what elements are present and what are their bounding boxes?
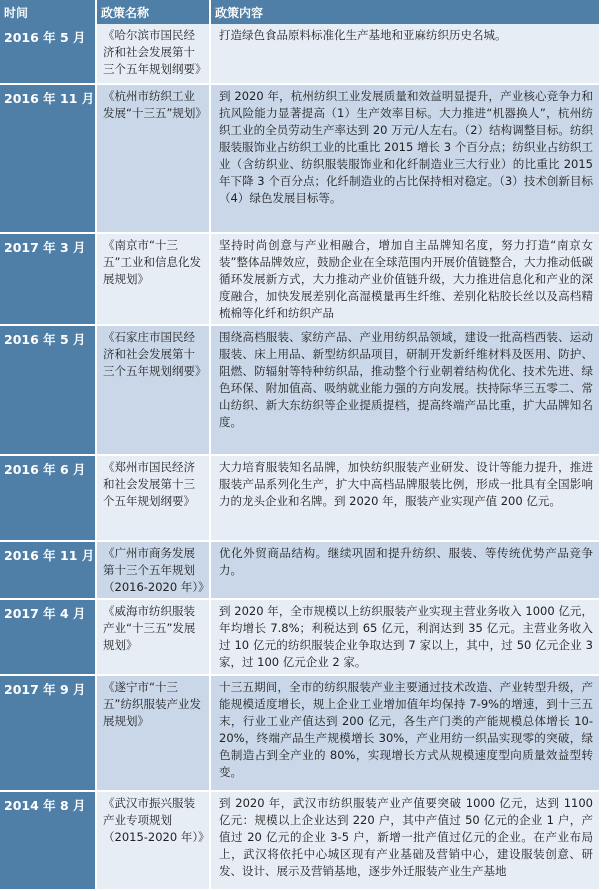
table-row	[0, 791, 600, 890]
table-row	[0, 455, 600, 541]
row-date: 2016 年 11 月	[0, 541, 96, 599]
table-row	[0, 84, 600, 233]
row-date: 2016 年 11 月	[0, 84, 96, 233]
row-date: 2017 年 3 月	[0, 233, 96, 325]
row-date: 2016 年 5 月	[0, 24, 96, 84]
table-row	[0, 233, 600, 325]
row-policy-name: 《遂宁市“十三五”纺织服装产业发展规划》	[96, 675, 210, 791]
row-policy-content: 十三五期间，全市的纺织服装产业主要通过技术改造、产业转型升级，产能规模适度增长，规上企业工业增加值年均保持 7-9%的增速，到十三五末，行业工业产值达到 200 亿元，各生产门类的产能规模总体增长 10-20%，终端产品生产规模增长 30%，产业用纺一织品实现零的突破，绿色制造占到全产业的 80%，实现增长方式从规模速度型向质量效益型转变。	[210, 675, 600, 791]
row-policy-name: 《威海市纺织服装产业“十三五”发展规划》	[96, 599, 210, 675]
row-date: 2016 年 6 月	[0, 455, 96, 541]
row-date: 2017 年 4 月	[0, 599, 96, 675]
table-row	[0, 24, 600, 84]
row-policy-name: 《郑州市国民经济和社会发展第十三个五年规划纲要》	[96, 455, 210, 541]
header-policy-content: 政策内容	[210, 0, 600, 24]
row-policy-content: 大力培育服装知名品牌，加快纺织服装产业研发、设计等能力提升，推进服装产品系列化生产，扩大中高档品牌服装比例，形成一批具有全国影响力的龙头企业和名牌。到 2020 年，服装产业实现产值 200 亿元。	[210, 455, 600, 541]
row-policy-name: 《广州市商务发展第十三个五年规划（2016-2020 年）》	[96, 541, 210, 599]
row-policy-content: 到 2020 年，全市规模以上纺织服装产业实现主营业务收入 1000 亿元，年均增长 7.8%；利税达到 65 亿元，利润达到 35 亿元。主营业务收入过 10 亿元的纺织服装企业争取达到 7 家以上，其中，过 50 亿元企业 3 家，过 100 亿元企业 2 家。	[210, 599, 600, 675]
row-policy-content: 围绕高档服装、家纺产品、产业用纺织品领域，建设一批高档西装、运动服装、床上用品、新型纺织品项目，研制开发新纤维材料及医用、防护、阻燃、防辐射等特种纺织品，推动整个行业朝着结构优化、技术先进、绿色环保、附加值高、吸纳就业能力强的方向发展。扶持际华三五零二、常山纺织、新大东纺织等企业提质提档，提高终端产品比重，扩大品牌知名度。	[210, 325, 600, 455]
row-policy-content: 坚持时尚创意与产业相融合，增加自主品牌知名度，努力打造“南京女装”整体品牌效应，鼓励企业在全球范围内开展价值链整合，大力推动低碳循环发展新方式，大力推动产业价值链升级，大力推进信息化和产业的深度融合，加快发展差别化高湿模量再生纤维、差别化粘胶长丝以及高档精梳棉等化纤和纺织产品	[210, 233, 600, 325]
row-policy-name: 《石家庄市国民经济和社会发展第十三个五年规划纲要》	[96, 325, 210, 455]
row-date: 2014 年 8 月	[0, 791, 96, 890]
row-policy-name: 《哈尔滨市国民经济和社会发展第十三个五年规划纲要》	[96, 24, 210, 84]
row-policy-name: 《武汉市振兴服装产业专项规划（2015-2020 年）》	[96, 791, 210, 890]
table-row	[0, 599, 600, 675]
table-header-row	[0, 0, 600, 24]
row-policy-content: 优化外贸商品结构。继续巩固和提升纺织、服装、等传统优势产品竞争力。	[210, 541, 600, 599]
row-policy-content: 到 2020 年，武汉市纺织服装产业产值要突破 1000 亿元，达到 1100 亿元：规模以上企业达到 220 户，其中产值过 50 亿元的企业 1 户，产值过 20 亿元的企业 3-5 户，新增一批产值过亿元的企业。在产业布局上，武汉将依托中心城区现有产业基础及营销中心，建设服装创意、研发、设计、展示及营销基地，逐步外迁服装产业生产基地	[210, 791, 600, 890]
row-policy-name: 《南京市“十三五”工业和信息化发展规划》	[96, 233, 210, 325]
row-policy-content: 打造绿色食品原料标准化生产基地和亚麻纺织历史名城。	[210, 24, 600, 84]
row-date: 2017 年 9 月	[0, 675, 96, 791]
table-row	[0, 325, 600, 455]
header-time: 时间	[0, 0, 96, 24]
header-policy-name: 政策名称	[96, 0, 210, 24]
table-row	[0, 541, 600, 599]
row-date: 2016 年 5 月	[0, 325, 96, 455]
table-row	[0, 675, 600, 791]
row-policy-content: 到 2020 年，杭州纺织工业发展质量和效益明显提升，产业核心竞争力和抗风险能力显著提高（1）生产效率目标。大力推进“机器换人”，杭州纺织工业的全员劳动生产率达到 20 万元/人左右。（2）结构调整目标。纺织服装服饰业占纺织工业的比重比 2015 增长 3 个百分点；纺织业占纺织工业（含纺织业、纺织服装服饰业和化纤制造业三大行业）的比重比 2015 年下降 3 个百分点；化纤制造业的占比保持相对稳定。（3）技术创新目标（4）绿色发展目标等。	[210, 84, 600, 233]
row-policy-name: 《杭州市纺织工业发展“十三五”规划》	[96, 84, 210, 233]
